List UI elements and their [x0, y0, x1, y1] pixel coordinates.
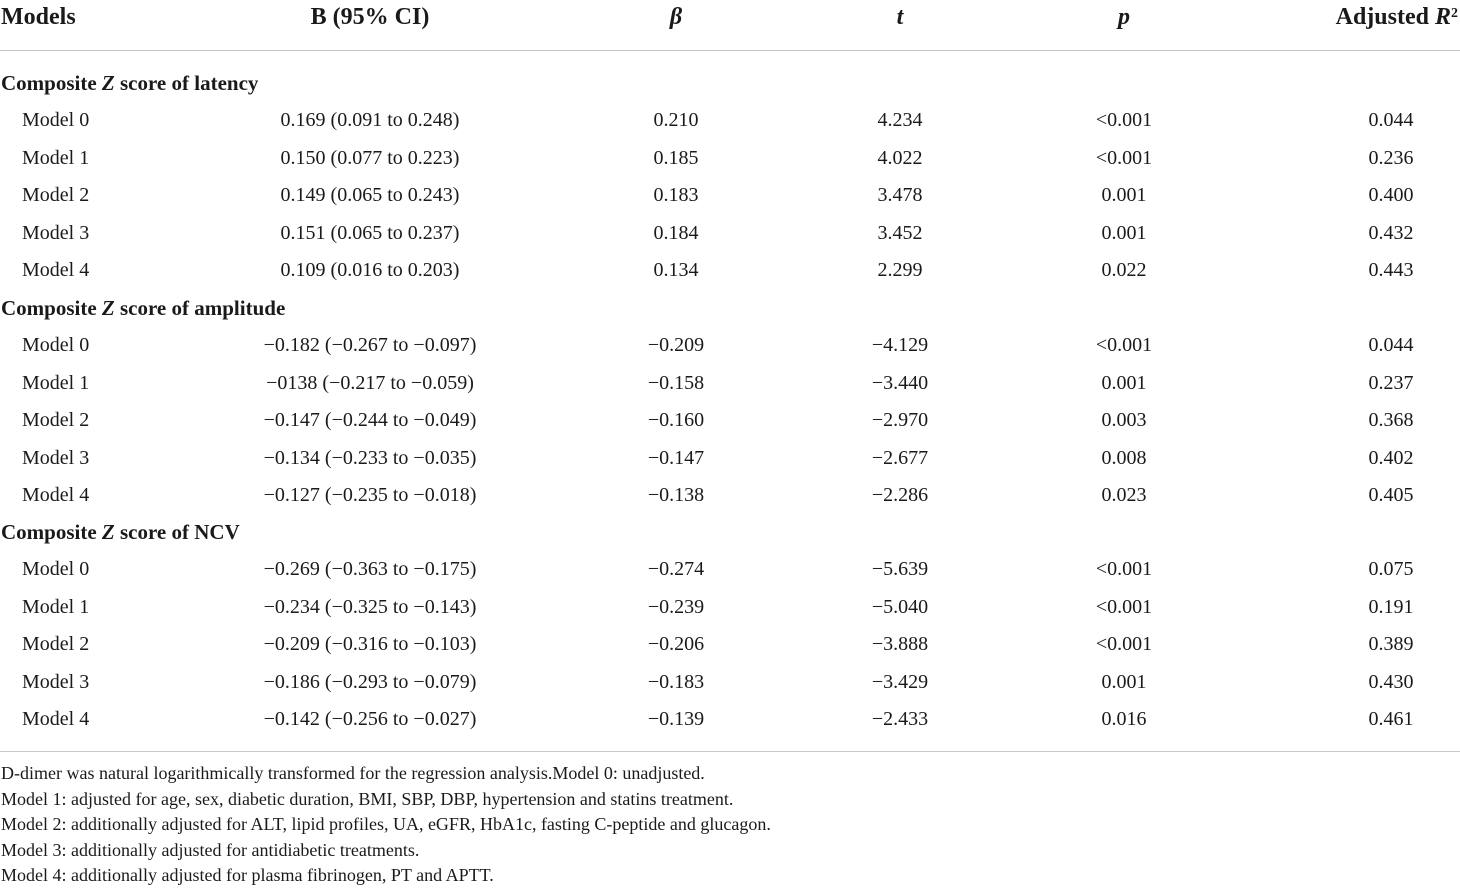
- header-r2-var: R: [1434, 4, 1451, 30]
- table-row: [0, 594, 1460, 624]
- adjusted-r2-cell: 0.075: [1368, 558, 1414, 580]
- b-ci-cell: −0.234 (−0.325 to −0.143): [263, 595, 477, 618]
- footnote: Model 1: adjusted for age, sex, diabetic duration, BMI, SBP, DBP, hypertension and statins treatment.: [1, 788, 734, 809]
- t-cell: 3.452: [877, 221, 923, 244]
- b-ci-cell: −0.142 (−0.256 to −0.027): [263, 708, 477, 730]
- t-cell: −2.677: [871, 446, 929, 469]
- table-row: [0, 220, 1460, 250]
- adjusted-r2-cell: 0.400: [1368, 184, 1414, 206]
- model-cell: Model 1: [22, 371, 90, 394]
- adjusted-r2-cell: 0.430: [1368, 670, 1414, 693]
- beta-cell: 0.134: [653, 259, 699, 281]
- table-row: [0, 182, 1460, 212]
- table-row: [0, 370, 1460, 400]
- header-p-text: p: [1118, 4, 1130, 30]
- t-cell: −4.129: [871, 334, 929, 356]
- section-heading: [1, 70, 258, 96]
- header-adjusted-r2: [1336, 2, 1458, 32]
- beta-cell: −0.147: [647, 446, 705, 469]
- model-cell: Model 4: [22, 259, 90, 281]
- model-cell: Model 3: [22, 221, 90, 244]
- t-cell: −2.433: [871, 708, 929, 730]
- section-heading-z: Z: [101, 296, 115, 320]
- b-ci-cell: 0.151 (0.065 to 0.237): [280, 221, 460, 244]
- p-cell: 0.016: [1101, 708, 1147, 730]
- section-heading-z: Z: [101, 520, 115, 544]
- model-cell: Model 0: [22, 558, 90, 580]
- adjusted-r2-cell: 0.368: [1368, 409, 1414, 431]
- model-cell: Model 0: [22, 334, 90, 356]
- model-cell: Model 3: [22, 670, 90, 693]
- t-cell: 3.478: [877, 184, 923, 206]
- footnote: Model 2: additionally adjusted for ALT, lipid profiles, UA, eGFR, HbA1c, fasting C-peptide and glucagon.: [1, 814, 771, 834]
- header-t-text: t: [896, 4, 904, 30]
- table-row: [0, 145, 1460, 175]
- beta-cell: −0.158: [647, 371, 705, 394]
- table-row: [0, 482, 1460, 512]
- b-ci-cell: −0138 (−0.217 to −0.059): [266, 371, 474, 394]
- section-heading-suffix: score of NCV: [114, 520, 240, 544]
- header-r2-prefix: Adjusted: [1335, 4, 1435, 30]
- t-cell: 2.299: [877, 259, 923, 281]
- adjusted-r2-cell: 0.236: [1368, 146, 1414, 169]
- model-cell: Model 1: [22, 595, 90, 618]
- p-cell: <0.001: [1095, 109, 1153, 131]
- beta-cell: 0.183: [653, 184, 699, 206]
- b-ci-cell: −0.186 (−0.293 to −0.079): [263, 670, 477, 693]
- model-cell: Model 2: [22, 184, 90, 206]
- beta-cell: 0.184: [653, 221, 699, 244]
- table-row: [0, 445, 1460, 475]
- b-ci-cell: −0.147 (−0.244 to −0.049): [263, 409, 477, 431]
- table-row: [0, 332, 1460, 362]
- model-cell: Model 1: [22, 146, 90, 169]
- footnote: Model 4: additionally adjusted for plasma fibrinogen, PT and APTT.: [1, 865, 494, 885]
- b-ci-cell: 0.149 (0.065 to 0.243): [280, 184, 460, 206]
- table-row: [0, 257, 1460, 287]
- b-ci-cell: 0.169 (0.091 to 0.248): [280, 109, 460, 131]
- beta-cell: −0.138: [647, 484, 705, 506]
- b-ci-cell: −0.269 (−0.363 to −0.175): [263, 558, 477, 580]
- model-cell: Model 4: [22, 708, 90, 730]
- p-cell: 0.008: [1101, 446, 1147, 469]
- section-heading-prefix: Composite: [1, 520, 102, 544]
- p-cell: <0.001: [1095, 633, 1153, 655]
- p-cell: <0.001: [1095, 146, 1153, 169]
- header-b-ci: B (95% CI): [310, 4, 430, 30]
- beta-cell: −0.139: [647, 708, 705, 730]
- b-ci-cell: 0.109 (0.016 to 0.203): [280, 259, 460, 281]
- p-cell: <0.001: [1095, 334, 1153, 356]
- model-cell: Model 0: [22, 109, 90, 131]
- model-cell: Model 4: [22, 484, 90, 506]
- p-cell: 0.022: [1101, 259, 1147, 281]
- header-beta: [670, 2, 682, 32]
- header-p: [1118, 2, 1130, 32]
- header-divider: [0, 50, 1460, 51]
- p-cell: 0.001: [1101, 670, 1147, 693]
- p-cell: 0.001: [1101, 184, 1147, 206]
- p-cell: 0.001: [1101, 221, 1147, 244]
- p-cell: 0.001: [1101, 371, 1147, 394]
- section-heading-prefix: Composite: [1, 296, 102, 320]
- t-cell: −5.639: [871, 558, 929, 580]
- section-heading-suffix: score of amplitude: [114, 296, 286, 320]
- beta-cell: −0.209: [647, 334, 705, 356]
- adjusted-r2-cell: 0.405: [1368, 484, 1414, 506]
- model-cell: Model 2: [22, 633, 90, 655]
- table-row: [0, 706, 1460, 736]
- table-row: [0, 669, 1460, 699]
- beta-cell: −0.239: [647, 595, 705, 618]
- b-ci-cell: −0.182 (−0.267 to −0.097): [263, 334, 477, 356]
- p-cell: 0.003: [1101, 409, 1147, 431]
- header-beta-text: β: [669, 4, 683, 30]
- header-models: Models: [1, 4, 76, 30]
- b-ci-cell: −0.127 (−0.235 to −0.018): [263, 484, 477, 506]
- beta-cell: −0.183: [647, 670, 705, 693]
- beta-cell: −0.206: [647, 633, 705, 655]
- section-heading: [1, 295, 285, 321]
- beta-cell: 0.185: [653, 146, 699, 169]
- adjusted-r2-cell: 0.402: [1368, 446, 1414, 469]
- t-cell: 4.022: [877, 146, 923, 169]
- beta-cell: −0.160: [647, 409, 705, 431]
- t-cell: −3.440: [871, 371, 929, 394]
- b-ci-cell: −0.134 (−0.233 to −0.035): [263, 446, 477, 469]
- adjusted-r2-cell: 0.191: [1368, 595, 1414, 618]
- table-row: [0, 407, 1460, 437]
- table-header: [0, 0, 1460, 50]
- section-heading-prefix: Composite: [1, 71, 102, 95]
- adjusted-r2-cell: 0.237: [1368, 371, 1414, 394]
- footer-divider: [0, 751, 1460, 752]
- p-cell: <0.001: [1095, 558, 1153, 580]
- footnote: Model 3: additionally adjusted for antidiabetic treatments.: [1, 839, 420, 860]
- b-ci-cell: 0.150 (0.077 to 0.223): [280, 146, 460, 169]
- table-row: [0, 631, 1460, 661]
- adjusted-r2-cell: 0.461: [1368, 708, 1414, 730]
- adjusted-r2-cell: 0.443: [1368, 259, 1414, 281]
- t-cell: −2.286: [871, 484, 929, 506]
- beta-cell: 0.210: [653, 109, 699, 131]
- footnote: D-dimer was natural logarithmically transformed for the regression analysis.Model 0: unadjusted.: [1, 763, 705, 783]
- header-r2-sup: 2: [1451, 6, 1458, 21]
- t-cell: −3.429: [871, 670, 929, 693]
- t-cell: −5.040: [871, 595, 929, 618]
- t-cell: 4.234: [877, 109, 923, 131]
- p-cell: <0.001: [1095, 595, 1153, 618]
- section-heading-z: Z: [101, 71, 115, 95]
- t-cell: −3.888: [871, 633, 929, 655]
- t-cell: −2.970: [871, 409, 929, 431]
- beta-cell: −0.274: [647, 558, 705, 580]
- section-heading-suffix: score of latency: [114, 71, 259, 95]
- table-row: [0, 107, 1460, 137]
- adjusted-r2-cell: 0.432: [1368, 221, 1414, 244]
- model-cell: Model 2: [22, 409, 90, 431]
- b-ci-cell: −0.209 (−0.316 to −0.103): [263, 633, 477, 655]
- header-t: [897, 2, 904, 32]
- table-row: [0, 556, 1460, 586]
- model-cell: Model 3: [22, 446, 90, 469]
- p-cell: 0.023: [1101, 484, 1147, 506]
- section-heading: [1, 519, 240, 545]
- adjusted-r2-cell: 0.389: [1368, 633, 1414, 655]
- adjusted-r2-cell: 0.044: [1368, 334, 1414, 356]
- adjusted-r2-cell: 0.044: [1368, 109, 1414, 131]
